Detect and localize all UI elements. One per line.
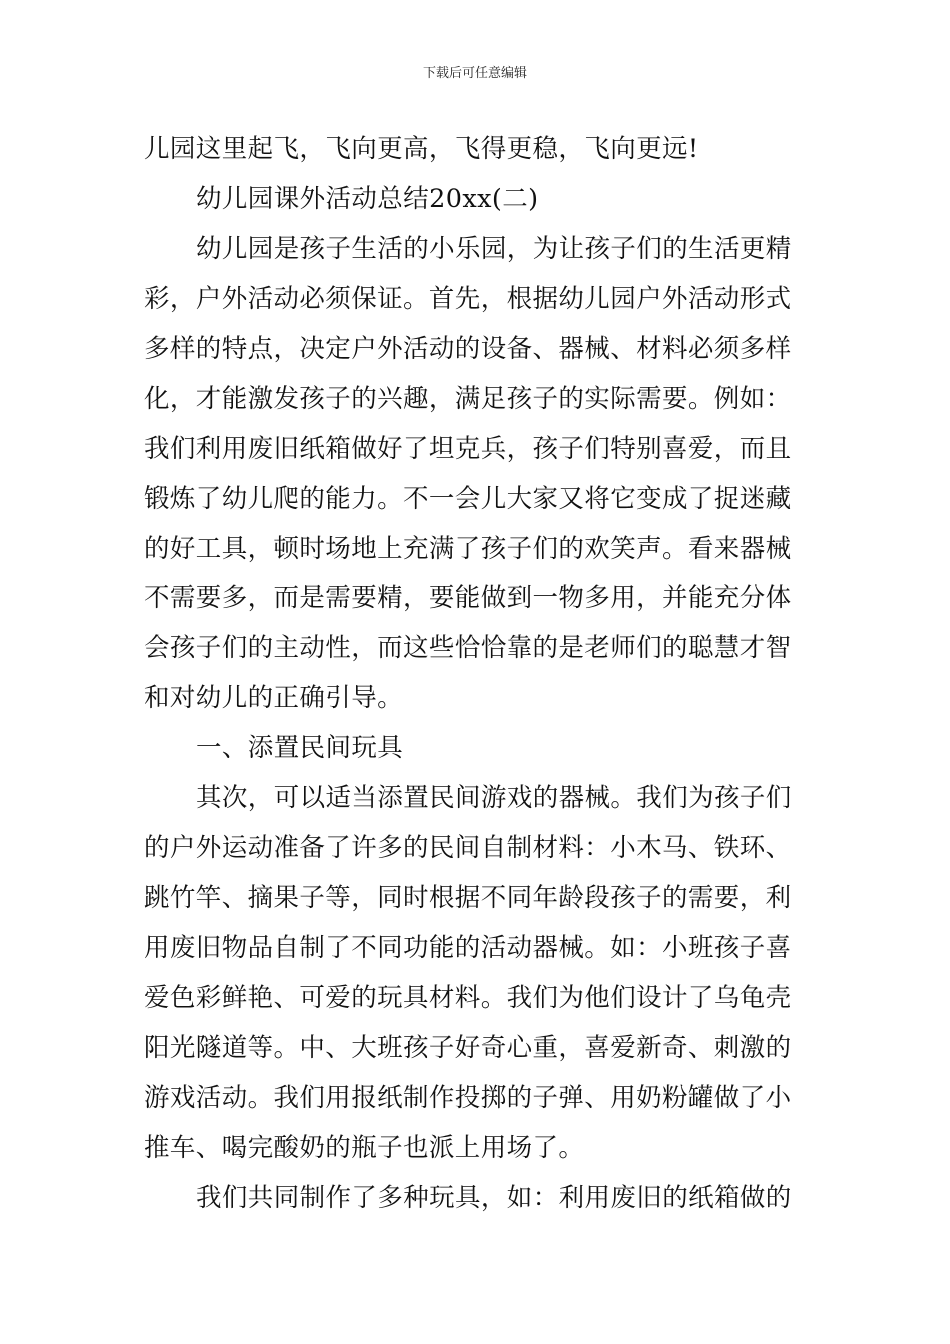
- text-line: 锻炼了幼儿爬的能力。不一会儿大家又将它变成了捉迷藏: [144, 484, 792, 514]
- section-heading: 一、添置民间玩具: [196, 733, 404, 763]
- text-line: 游戏活动。我们用报纸制作投掷的子弹、用奶粉罐做了小: [144, 1083, 792, 1113]
- page-header-note: 下载后可任意编辑: [422, 66, 527, 81]
- text-line: 我们共同制作了多种玩具，如：利用废旧的纸箱做的: [196, 1183, 792, 1213]
- text-line: 的户外运动准备了许多的民间自制材料：小木马、铁环、: [144, 833, 792, 863]
- text-line: 儿园这里起飞，飞向更高，飞得更稳，飞向更远!: [144, 134, 699, 164]
- text-line: 用废旧物品自制了不同功能的活动器械。如：小班孩子喜: [144, 933, 792, 963]
- text-line: 和对幼儿的正确引导。: [144, 683, 404, 713]
- text-line: 不需要多，而是需要精，要能做到一物多用，并能充分体: [144, 583, 792, 613]
- text-line: 化，才能激发孩子的兴趣，满足孩子的实际需要。例如：: [144, 384, 792, 414]
- text-line: 跳竹竿、摘果子等，同时根据不同年龄段孩子的需要，利: [144, 883, 792, 913]
- text-line: 多样的特点，决定户外活动的设备、器械、材料必须多样: [144, 334, 792, 364]
- text-line: 爱色彩鲜艳、可爱的玩具材料。我们为他们设计了乌龟壳: [144, 983, 792, 1013]
- text-line: 会孩子们的主动性，而这些恰恰靠的是老师们的聪慧才智: [144, 633, 792, 663]
- text-line: 我们利用废旧纸箱做好了坦克兵，孩子们特别喜爱，而且: [144, 434, 792, 464]
- section-title: 幼儿园课外活动总结20xx(二): [196, 184, 539, 214]
- text-line: 的好工具，顿时场地上充满了孩子们的欢笑声。看来器械: [144, 534, 792, 564]
- text-line: 推车、喝完酸奶的瓶子也派上用场了。: [144, 1133, 585, 1163]
- text-line: 幼儿园是孩子生活的小乐园，为让孩子们的生活更精: [196, 234, 792, 264]
- text-line: 阳光隧道等。中、大班孩子好奇心重，喜爱新奇、刺激的: [144, 1033, 792, 1063]
- text-line: 彩，户外活动必须保证。首先，根据幼儿园户外活动形式: [144, 284, 792, 314]
- text-line: 其次，可以适当添置民间游戏的器械。我们为孩子们: [196, 783, 792, 813]
